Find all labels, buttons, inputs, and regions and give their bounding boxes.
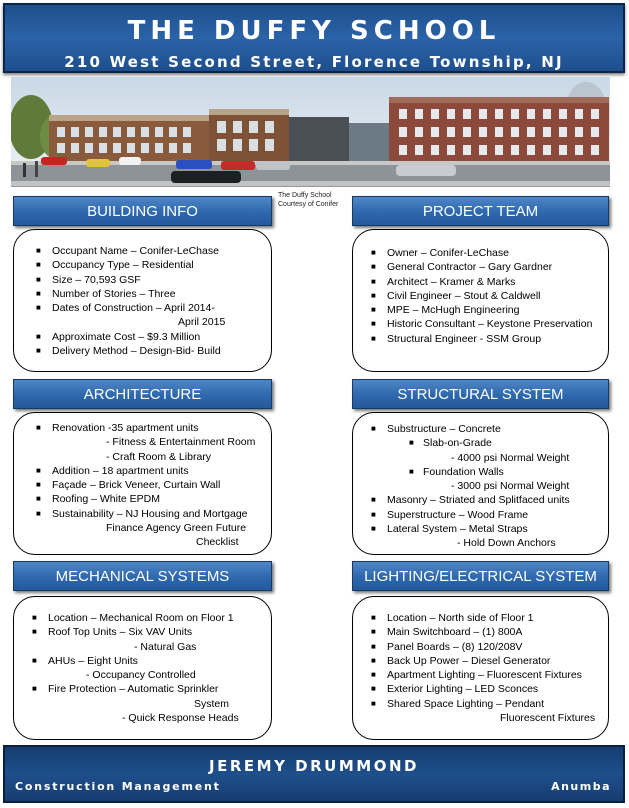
list-item: ■ Occupancy Type – Residential [36, 259, 194, 272]
building-info-panel [13, 229, 272, 372]
bullet-icon: ■ [36, 494, 41, 504]
architecture-heading: ARCHITECTURE [13, 379, 272, 409]
list-item: ■ Panel Boards – (8) 120/208V [371, 640, 523, 653]
list-item: ■ Main Switchboard – (1) 800A [371, 626, 523, 639]
list-item: ■ Sustainability – NJ Housing and Mortgage Finance Agency Green Future Checklist [36, 507, 248, 549]
bullet-icon: ■ [371, 248, 376, 257]
project-team-heading: PROJECT TEAM [352, 196, 609, 226]
mechanical-systems-panel [13, 596, 272, 740]
list-item: ■ Back Up Power – Diesel Generator [371, 654, 551, 667]
bullet-icon: ■ [371, 424, 376, 433]
bullet-icon: ■ [36, 346, 41, 356]
list-item: ■ Dates of Construction – April 2014- April 2015 [36, 302, 226, 329]
bullet-icon: ■ [36, 246, 41, 255]
bullet-icon: ■ [36, 331, 41, 341]
option-label: Construction Management [15, 780, 221, 793]
list-item: ■ Civil Engineer – Stout & Caldwell [371, 289, 541, 302]
advisor-label: Anumba [551, 780, 611, 793]
bullet-icon: ■ [32, 627, 37, 637]
list-item: ■ General Contractor – Gary Gardner [371, 261, 553, 274]
bullet-icon: ■ [371, 613, 376, 622]
bullet-icon: ■ [371, 641, 376, 651]
list-item: ■ Superstructure – Wood Frame [371, 508, 529, 521]
bullet-icon: ■ [36, 260, 41, 270]
structural-system-panel [352, 412, 609, 555]
bullet-icon: ■ [371, 495, 376, 505]
list-item: ■ Size – 70,593 GSF [36, 273, 141, 286]
bullet-icon: ■ [371, 627, 376, 637]
page-footer [3, 745, 625, 803]
list-item: ■ Exterior Lighting – LED Sconces [371, 683, 539, 696]
bullet-icon: ■ [371, 684, 376, 694]
list-item: ■ Slab-on-Grade - 4000 psi Normal Weight [409, 437, 570, 464]
list-item: ■ Approximate Cost – $9.3 Million [36, 330, 201, 343]
address-subtitle: 210 West Second Street, Florence Township, NJ [64, 53, 564, 71]
list-item: ■ Addition – 18 apartment units [36, 464, 189, 477]
bullet-icon: ■ [409, 466, 414, 476]
list-item: ■ Structural Engineer - SSM Group [371, 332, 542, 345]
bullet-icon: ■ [32, 684, 37, 694]
list-item: ■ Occupant Name – Conifer-LeChase [36, 245, 219, 257]
bullet-icon: ■ [371, 509, 376, 519]
list-item: ■ Historic Consultant – Keystone Preservation [371, 318, 593, 331]
bullet-icon: ■ [371, 305, 376, 315]
bullet-icon: ■ [36, 423, 41, 432]
list-item: ■ AHUs – Eight Units - Occupancy Controlled [32, 654, 196, 682]
page-header [3, 3, 625, 73]
list-item: ■ MPE – McHugh Engineering [371, 304, 520, 317]
bullet-icon: ■ [371, 670, 376, 680]
list-item: ■ Number of Stories – Three [36, 287, 176, 300]
bullet-icon: ■ [371, 262, 376, 272]
bullet-icon: ■ [36, 465, 41, 475]
bullet-icon: ■ [409, 438, 414, 448]
bullet-icon: ■ [36, 303, 41, 313]
list-item: ■ Façade – Brick Veneer, Curtain Wall [36, 479, 221, 492]
photo-caption: The Duffy School Courtesy of Conifer [278, 192, 339, 208]
mechanical-systems-heading: MECHANICAL SYSTEMS [13, 561, 272, 591]
list-item: ■ Substructure – Concrete [371, 423, 501, 435]
building-info-heading: BUILDING INFO [13, 196, 272, 226]
list-item: ■ Masonry – Striated and Splitfaced units [371, 494, 570, 507]
page-title: THE DUFFY SCHOOL [127, 16, 501, 46]
list-item: ■ Architect – Kramer & Marks [371, 275, 516, 288]
list-item: ■ Renovation -35 apartment units - Fitness & Entertainment Room - Craft Room & Library [36, 422, 256, 463]
list-item: ■ Owner – Conifer-LeChase [371, 247, 509, 259]
list-item: ■ Apartment Lighting – Fluorescent Fixtures [371, 669, 582, 682]
bullet-icon: ■ [32, 613, 37, 622]
author-name: JEREMY DRUMMOND [209, 757, 419, 775]
bullet-icon: ■ [371, 290, 376, 300]
bullet-icon: ■ [32, 655, 37, 665]
list-item: ■ Lateral System – Metal Straps - Hold Down Anchors [371, 523, 556, 550]
structural-system-heading: STRUCTURAL SYSTEM [352, 379, 609, 409]
list-item: ■ Foundation Walls - 3000 psi Normal Weight [409, 465, 570, 493]
lighting-electrical-panel [352, 596, 609, 740]
bullet-icon: ■ [36, 288, 41, 298]
building-rendering [11, 77, 610, 187]
bullet-icon: ■ [36, 274, 41, 284]
bullet-icon: ■ [371, 655, 376, 665]
architecture-panel [13, 412, 272, 555]
project-team-panel [352, 229, 609, 372]
list-item: ■ Roof Top Units – Six VAV Units - Natural Gas [32, 626, 197, 653]
bullet-icon: ■ [36, 480, 41, 490]
bullet-icon: ■ [371, 319, 376, 329]
list-item: ■ Shared Space Lighting – Pendant Fluorescent Fixtures [371, 697, 596, 725]
bullet-icon: ■ [371, 698, 376, 708]
bullet-icon: ■ [371, 524, 376, 534]
list-item: ■ Roofing – White EPDM [36, 493, 160, 506]
list-item: ■ Location – North side of Floor 1 [371, 612, 534, 624]
bullet-icon: ■ [371, 333, 376, 343]
list-item: ■ Delivery Method – Design-Bid- Build [36, 345, 221, 358]
list-item: ■ Location – Mechanical Room on Floor 1 [32, 612, 234, 624]
bullet-icon: ■ [36, 508, 41, 518]
list-item: ■ Fire Protection – Automatic Sprinkler System - Quick Response Heads [32, 683, 239, 725]
bullet-icon: ■ [371, 276, 376, 286]
lighting-electrical-heading: LIGHTING/ELECTRICAL SYSTEM [352, 561, 609, 591]
